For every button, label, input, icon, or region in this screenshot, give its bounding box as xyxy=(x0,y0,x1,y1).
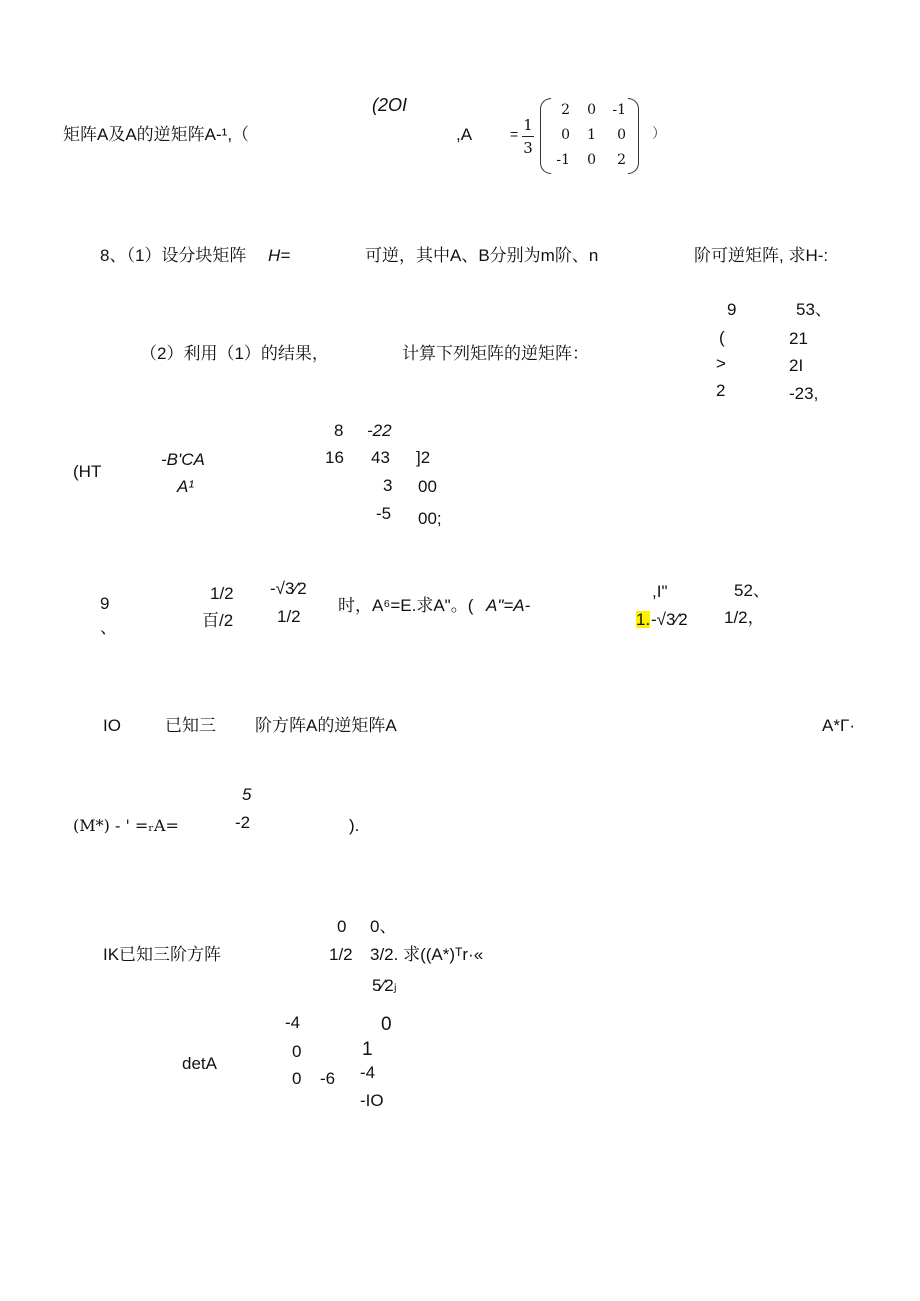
q7-frac-num: 1 xyxy=(523,116,533,134)
q7-fraction xyxy=(522,116,534,157)
q8-r-col2-1: 21 xyxy=(789,329,808,348)
q9-c-bottom: -√3⁄2 xyxy=(651,610,688,629)
q9-d-bottom: 1/2， xyxy=(724,608,765,627)
q10-left-formula: (M*) - ' =ᵣA= xyxy=(73,816,179,835)
q7-comma-a: ,A xyxy=(456,125,473,144)
q8-part2-text: （2）利用（1）的结果， xyxy=(140,344,329,363)
q11-c1-1: 1/2 xyxy=(329,945,353,964)
q8-r-col2-0: 53、 xyxy=(796,300,832,319)
q7-frac-den: 3 xyxy=(523,139,533,157)
q9-c-highlight: 1. xyxy=(636,610,651,629)
q10-val-bottom: -2 xyxy=(235,813,251,832)
q8-h-equals: H= xyxy=(268,246,291,265)
q9-formula: A"=A- xyxy=(486,596,531,615)
q11-det-label: detA xyxy=(182,1054,217,1073)
q10-text2: 阶方阵A的逆矩阵A xyxy=(255,716,397,735)
q11-c1-0: 0 xyxy=(337,917,347,936)
q9-a-top: 1/2 xyxy=(210,584,234,603)
q7-m-1-1: 1 xyxy=(587,127,596,143)
q10-val-top: 5 xyxy=(242,785,252,804)
q8-r-col1-0: 9 xyxy=(727,300,737,319)
q8-number-text: 8、（1）设分块矩阵 xyxy=(100,246,247,265)
q10-adjugate: A*Γ· xyxy=(822,716,855,735)
q9-c-top: ,I" xyxy=(652,582,668,601)
q9-d-top: 52、 xyxy=(734,581,770,600)
q9-text: 时，A⁶=E.求A"。( xyxy=(338,596,474,615)
q11-d-col3-2: -4 xyxy=(360,1063,376,1082)
q7-top-label: (2OI xyxy=(372,95,408,115)
q8-r-col1-2: > xyxy=(716,354,726,373)
q7-equals: = xyxy=(510,126,519,142)
q8-m-col1-1: 16 xyxy=(325,448,344,467)
q9-b-top: -√3⁄2 xyxy=(270,579,307,598)
q11-d-col3-1: 1 xyxy=(362,1039,373,1060)
q7-inverse-matrix xyxy=(510,94,640,176)
q8-m-col1-0: 8 xyxy=(334,421,344,440)
q7-close: ） xyxy=(652,125,666,141)
q8-m-col3-0: ]2 xyxy=(416,448,431,467)
q10-text1: 已知三 xyxy=(165,716,216,735)
q7-m-2-0: -1 xyxy=(556,152,570,168)
q8-ht: (HT xyxy=(73,462,102,481)
q8-a-inverse: A¹ xyxy=(177,477,194,496)
q7-right-paren xyxy=(628,98,639,174)
q11-c2-2: 5⁄2ⱼ xyxy=(372,976,397,995)
q8-r-col1-1: ( xyxy=(719,328,725,347)
q8-r-col2-3: -23, xyxy=(789,384,819,403)
q8-m-col2-1: 43 xyxy=(371,448,390,467)
q9-number: 9 xyxy=(100,594,110,613)
q7-m-0-1: 0 xyxy=(587,102,596,118)
q8-end-text: 阶可逆矩阵, 求H-: xyxy=(694,246,829,265)
q8-bca: -B'CA xyxy=(161,450,205,469)
q10-number: IO xyxy=(103,716,121,735)
q7-text: 矩阵A及A的逆矩阵A-¹,（ xyxy=(63,125,250,144)
q7-m-2-1: 0 xyxy=(587,152,596,168)
q11-d-col1-1: 0 xyxy=(292,1042,302,1061)
q9-number-mark: 、 xyxy=(100,618,117,637)
q11-c2-1: 3/2. 求((A*)ᵀr·« xyxy=(370,945,484,964)
q8-r-col2-2: 2I xyxy=(789,356,804,375)
q8-r-col1-3: 2 xyxy=(716,381,726,400)
q11-d-col3-3: -IO xyxy=(360,1091,384,1110)
q8-m-col2-0: -22 xyxy=(367,421,392,440)
q11-d-col3-0: 0 xyxy=(381,1014,392,1035)
q11-label: IK已知三阶方阵 xyxy=(103,945,222,964)
q9-a-bottom: 百/2 xyxy=(202,611,234,630)
q7-m-0-0: 2 xyxy=(561,102,570,118)
q8-part2b-text: 计算下列矩阵的逆矩阵： xyxy=(402,344,589,363)
q7-m-1-0: 0 xyxy=(561,127,570,143)
q7-m-0-2: -1 xyxy=(612,102,626,118)
q8-mid-text: 可逆，其中A、B分别为m阶、n xyxy=(365,246,599,265)
q8-m-col2-2: 3 xyxy=(383,476,393,495)
q8-m-col3-2: 00; xyxy=(418,509,442,528)
q7-m-1-2: 0 xyxy=(617,127,626,143)
q8-m-col2-3: -5 xyxy=(376,504,392,523)
q11-c2-0: 0、 xyxy=(370,917,397,936)
q10-close: ). xyxy=(349,816,360,835)
q11-d-col1-0: -4 xyxy=(285,1013,301,1032)
q11-d-col2-0: -6 xyxy=(320,1069,336,1088)
q8-m-col3-1: 00 xyxy=(418,477,437,496)
q11-d-col1-2: 0 xyxy=(292,1069,302,1088)
q9-b-bottom: 1/2 xyxy=(277,607,301,626)
q7-m-2-2: 2 xyxy=(617,152,626,168)
